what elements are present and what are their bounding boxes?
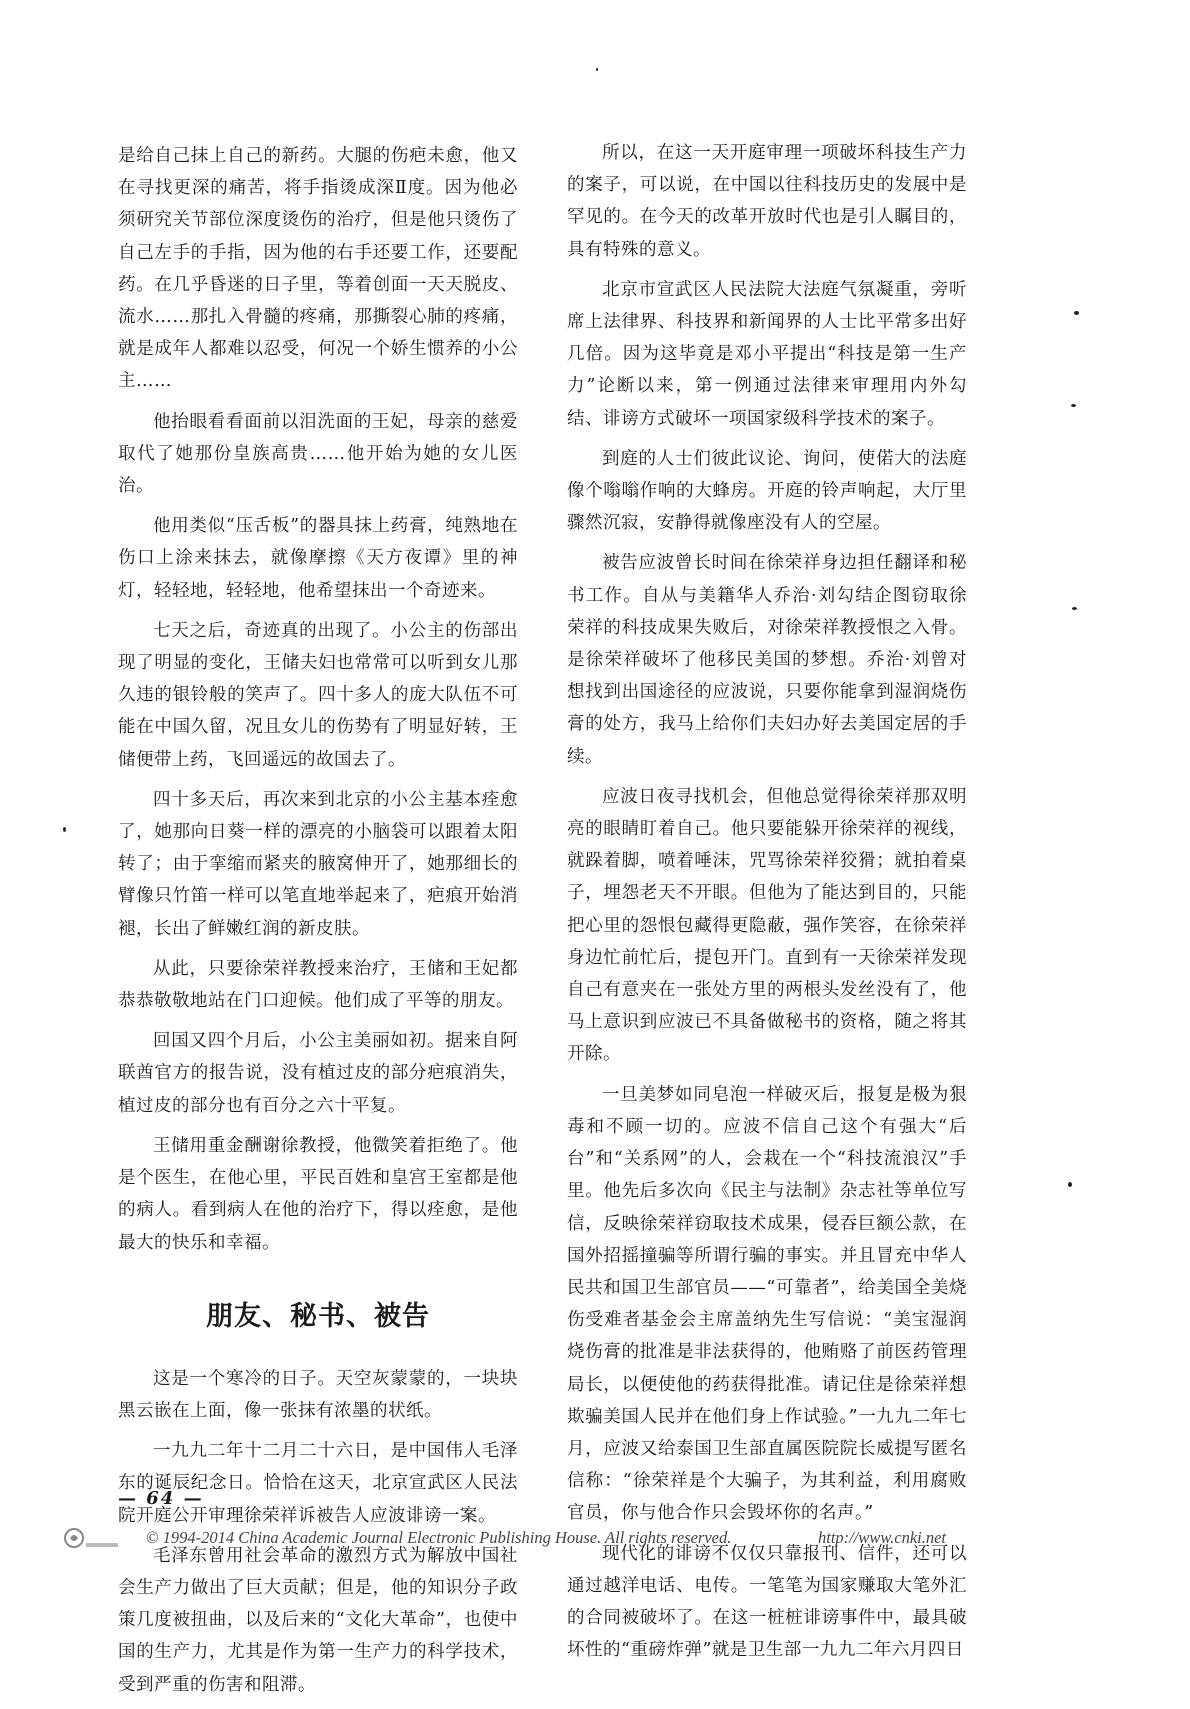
paragraph: 应波日夜寻找机会，但他总觉得徐荣祥那双明亮的眼睛盯着自己。他只要能躲开徐荣祥的视线，就跺着脚，喷着唾沫，咒骂徐荣祥狡猾；就拍着桌子，埋怨老天不开眼。但他为了能达到目的，只能把心里的怨恨包藏得更隐蔽，强作笑容，在徐荣祥身边忙前忙后，提包开门。直到有一天徐荣祥发现自己有意夹在一张处方里的两根头发丝没有了，他马上意识到应波已不具备做秘书的资格，随之将其开除。 <box>567 786 967 1065</box>
paragraph: 一九九二年十二月二十六日，是中国伟人毛泽东的诞辰纪念日。恰恰在这天，北京宣武区人民法院开庭公开审理徐荣祥诉被告人应波诽谤一案。 <box>118 1441 518 1526</box>
paragraph: 到庭的人士们彼此议论、询问，使偌大的法庭像个嗡嗡作响的大蜂房。开庭的铃声响起，大厅里骤然沉寂，安静得就像座没有人的空屋。 <box>567 448 967 534</box>
paragraph: 四十多天后，再次来到北京的小公主基本痊愈了，她那向日葵一样的漂亮的小脑袋可以跟着太阳转了；由于挛缩而紧夹的腋窝伸开了，她那细长的臂像只竹笛一样可以笔直地举起来了，疤痕开始消褪，长出了鲜嫩红润的新皮肤。 <box>118 789 518 939</box>
paragraph: 北京市宣武区人民法院大法庭气氛凝重，旁听席上法律界、科技界和新闻界的人士比平常多出好几倍。因为这毕竟是邓小平提出“科技是第一生产力”论断以来，第一例通过法律来审理用内外勾结、诽谤方式破坏一项国家级科学技术的案子。 <box>567 279 967 429</box>
scan-speck <box>63 827 66 832</box>
paragraph: 是给自己抹上自己的新药。大腿的伤疤未愈，他又在寻找更深的痛苦，将手指烫成深Ⅱ度。因为他必须研究关节部位深度烫伤的治疗，但是他只烫伤了自己左手的手指，因为他的右手还要工作，还要配药。在几乎昏迷的日子里，等着创面一天天脱皮、流水……那扎入骨髓的疼痛，那撕裂心肺的疼痛，就是成年人都难以忍受，何况一个娇生惯养的小公主…… <box>118 146 518 392</box>
copyright-text: © 1994-2014 China Academic Journal Electronic Publishing House. All rights reserved. <box>146 1528 732 1547</box>
scan-speck <box>1071 404 1076 407</box>
right-column <box>567 137 967 1674</box>
footer-url: http://www.cnki.net <box>818 1528 947 1547</box>
paragraph: 这是一个寒冷的日子。天空灰蒙蒙的，一块块黑云嵌在上面，像一张抹有浓墨的状纸。 <box>118 1368 518 1421</box>
paragraph: 一旦美梦如同皂泡一样破灭后，报复是极为狠毒和不顾一切的。应波不信自己这个有强大“后台”和“关系网”的人，会栽在一个“科技流浪汉”手里。他先后多次向《民主与法制》杂志社等单位写信，反映徐荣祥窃取技术成果，侵吞巨额公款，在国外招摇撞骗等所谓行骗的事实。并且冒充中华人民共和国卫生部官员——“可靠者”，给美国全美烧伤受难者基金会主席盖纳先生写信说：“美宝湿润烧伤膏的批准是非法获得的，他贿赂了前医药管理局长，以便使他的药获得批准。请记住是徐荣祥想欺骗美国人民并在他们身上作试验。”一九九二年七月，应波又给泰国卫生部直属医院院长威提写匿名信称：“徐荣祥是个大骗子，为其利益，利用腐败官员，你与他合作只会毁坏你的名声。” <box>567 1084 967 1524</box>
paragraph: 他抬眼看看面前以泪洗面的王妃，母亲的慈爱取代了她那份皇族高贵……他开始为她的女儿医治。 <box>118 411 518 497</box>
page-number: — 64 — <box>118 1488 204 1509</box>
scan-speck <box>596 68 598 71</box>
paragraph: 王储用重金酬谢徐教授，他微笑着拒绝了。他是个医生，在他心里，平民百姓和皇宫王室都是他的病人。看到病人在他的治疗下，得以痊愈，是他最大的快乐和幸福。 <box>118 1135 518 1253</box>
paragraph: 从此，只要徐荣祥教授来治疗，王储和王妃都恭恭敬敬地站在门口迎候。他们成了平等的朋友。 <box>118 958 518 1012</box>
scan-speck <box>1074 311 1079 315</box>
paragraph: 七天之后，奇迹真的出现了。小公主的伤部出现了明显的变化，王储夫妇也常常可以听到女儿那久违的银铃般的笑声了。四十多人的庞大队伍不可能在中国久留，况且女儿的伤势有了明显好转，王储便带上药，飞回遥远的故国去了。 <box>118 620 518 770</box>
scan-speck <box>1068 1182 1072 1187</box>
paragraph: 他用类似“压舌板”的器具抹上药膏，纯熟地在伤口上涂来抹去，就像摩擦《天方夜谭》里的神灯，轻轻地，轻轻地，他希望抹出一个奇迹来。 <box>118 516 518 601</box>
left-column <box>118 140 518 1709</box>
paragraph: 被告应波曾长时间在徐荣祥身边担任翻译和秘书工作。自从与美籍华人乔治·刘勾结企图窃取徐荣祥的科技成果失败后，对徐荣祥教授恨之入骨。是徐荣祥破坏了他移民美国的梦想。乔治·刘曾对想找到出国途径的应波说，只要你能拿到湿润烧伤膏的处方，我马上给你们夫妇办好去美国定居的手续。 <box>567 553 967 767</box>
paragraph: 现代化的诽谤不仅仅只靠报刊、信件，还可以通过越洋电话、电传。一笔笔为国家赚取大笔外汇的合同被破坏了。在这一桩桩诽谤事件中，最具破坏性的“重磅炸弹”就是卫生部一九九二年六月四日 <box>567 1543 967 1661</box>
scan-speck <box>1072 607 1077 610</box>
paragraph: 毛泽东曾用社会革命的激烈方式为解放中国社会生产力做出了巨大贡献；但是，他的知识分子政策几度被扭曲，以及后来的“文化大革命”，也使中国的生产力，尤其是作为第一生产力的科学技术，受到严重的伤害和阻滞。 <box>118 1545 518 1695</box>
paragraph: 回国又四个月后，小公主美丽如初。据来自阿联酋官方的报告说，没有植过皮的部分疤痕消失，植过皮的部分也有百分之六十平复。 <box>118 1031 518 1116</box>
paragraph: 所以，在这一天开庭审理一项破坏科技生产力的案子，可以说，在中国以往科技历史的发展中是罕见的。在今天的改革开放时代也是引人瞩目的，具有特殊的意义。 <box>567 143 967 260</box>
cnki-logo-icon <box>62 1526 122 1552</box>
footer <box>62 1524 1162 1554</box>
section-heading: 朋友、秘书、被告 <box>206 1300 430 1332</box>
